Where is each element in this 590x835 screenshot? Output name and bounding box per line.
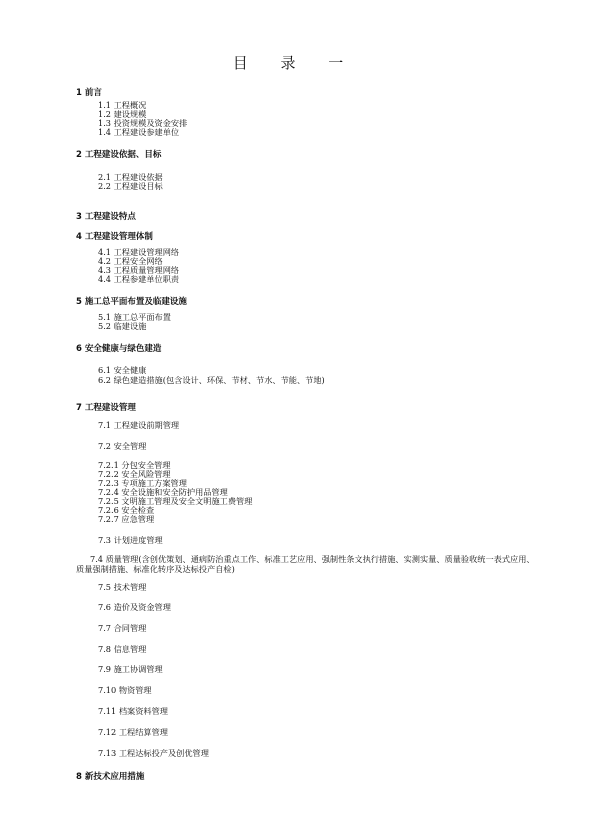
toc-item-7-2-1: 7.2.1 分包安全管理	[98, 460, 171, 470]
toc-item-4-1: 4.1 工程建设管理网络	[98, 247, 180, 257]
toc-item-7-1: 7.1 工程建设前期管理	[98, 420, 180, 430]
toc-item-1-3: 1.3 投资规模及资金安排	[98, 118, 188, 128]
page-title: 目 录 一	[232, 54, 358, 72]
toc-item-7-8: 7.8 信息管理	[98, 644, 147, 654]
toc-item-6-1: 6.1 安全健康	[98, 365, 147, 375]
toc-item-7-11: 7.11 档案资料管理	[98, 706, 168, 716]
toc-item-7-12: 7.12 工程结算管理	[98, 727, 168, 737]
toc-item-4-4: 4.4 工程参建单位职责	[98, 274, 180, 284]
toc-section-2: 2 工程建设依据、目标	[76, 150, 162, 160]
toc-item-7-10: 7.10 物资管理	[98, 685, 152, 695]
toc-item-7-2-7: 7.2.7 应急管理	[98, 514, 155, 524]
toc-section-8: 8 新技术应用措施	[76, 772, 145, 782]
toc-item-5-1: 5.1 施工总平面布置	[98, 312, 171, 322]
toc-item-7-2-2: 7.2.2 安全风险管理	[98, 469, 171, 479]
toc-section-7: 7 工程建设管理	[76, 403, 136, 413]
toc-item-7-7: 7.7 合同管理	[98, 623, 147, 633]
toc-section-5: 5 施工总平面布置及临建设施	[76, 297, 187, 307]
toc-item-7-2-3: 7.2.3 专项施工方案管理	[98, 478, 187, 488]
toc-item-1-1: 1.1 工程概况	[98, 100, 147, 110]
toc-item-7-2-4: 7.2.4 安全设施和安全防护用品管理	[98, 487, 228, 497]
toc-section-4: 4 工程建设管理体制	[76, 232, 153, 242]
toc-item-4-2: 4.2 工程安全网络	[98, 256, 163, 266]
toc-item-7-6: 7.6 造价及资金管理	[98, 602, 171, 612]
toc-item-1-2: 1.2 建设规模	[98, 109, 147, 119]
toc-item-7-2-5: 7.2.5 文明施工管理及安全文明施工费管理	[98, 496, 253, 506]
toc-item-2-2: 2.2 工程建设目标	[98, 181, 163, 191]
toc-item-1-4: 1.4 工程建设参建单位	[98, 127, 180, 137]
toc-item-7-4: 7.4 质量管理(含创优策划、通病防治重点工作、标准工艺应用、强制性条文执行措施、实测实量、质量验收统一表式应用、质量强制措施、标准化转序及达标投产自检)	[76, 554, 535, 574]
toc-item-4-3: 4.3 工程质量管理网络	[98, 265, 180, 275]
toc-item-7-9: 7.9 施工协调管理	[98, 664, 163, 674]
toc-item-2-1: 2.1 工程建设依据	[98, 172, 163, 182]
toc-item-7-5: 7.5 技术管理	[98, 582, 147, 592]
toc-item-7-2-6: 7.2.6 安全检查	[98, 505, 155, 515]
toc-section-6: 6 安全健康与绿色建造	[76, 344, 162, 354]
toc-item-7-13: 7.13 工程达标投产及创优管理	[98, 748, 209, 758]
toc-item-6-2: 6.2 绿色建造措施(包含设计、环保、节材、节水、节能、节地)	[98, 375, 325, 385]
toc-item-5-2: 5.2 临建设施	[98, 321, 147, 331]
toc-item-7-3: 7.3 计划进度管理	[98, 535, 163, 545]
toc-item-7-2: 7.2 安全管理	[98, 441, 147, 451]
toc-section-1: 1 前言	[76, 88, 102, 98]
toc-section-3: 3 工程建设特点	[76, 212, 136, 222]
